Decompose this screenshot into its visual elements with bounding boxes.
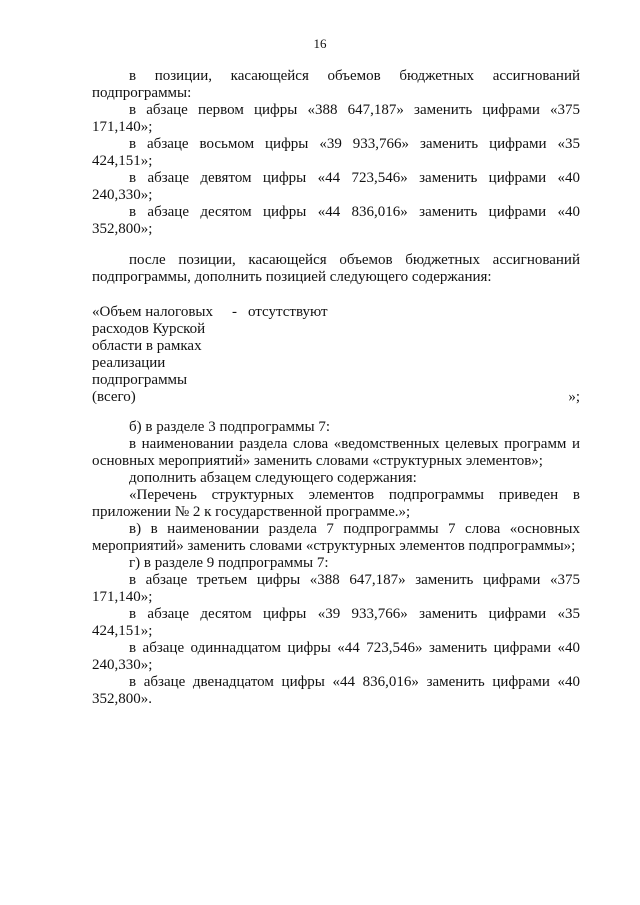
paragraph: в абзаце девятом цифры «44 723,546» заменить цифрами «40 240,330»;	[92, 170, 580, 203]
insert-line: подпрограммы	[92, 372, 188, 388]
insert-line: (всего)	[92, 389, 136, 405]
insert-closing-quote: »;	[568, 389, 580, 405]
paragraph: в позиции, касающейся объемов бюджетных ассигнований подпрограммы:	[92, 68, 580, 101]
inserted-position-block	[92, 304, 580, 405]
insert-line: реализации	[92, 355, 166, 371]
paragraph: г) в разделе 9 подпрограммы 7:	[129, 555, 329, 571]
paragraph: в абзаце одиннадцатом цифры «44 723,546» заменить цифрами «40 240,330»;	[92, 640, 580, 673]
insert-line: «Объем налоговых	[92, 304, 213, 320]
paragraph: дополнить абзацем следующего содержания:	[129, 470, 417, 486]
paragraph: в абзаце десятом цифры «44 836,016» заменить цифрами «40 352,800»;	[92, 204, 580, 237]
paragraph: в абзаце первом цифры «388 647,187» заменить цифрами «375 171,140»;	[92, 102, 580, 135]
insert-line: области в рамках	[92, 338, 202, 354]
paragraph: в наименовании раздела слова «ведомственных целевых программ и основных мероприятий» заменить словами «структурных элементов»;	[92, 436, 580, 469]
paragraph: в абзаце третьем цифры «388 647,187» заменить цифрами «375 171,140»;	[92, 572, 580, 605]
paragraph: в абзаце восьмом цифры «39 933,766» заменить цифрами «35 424,151»;	[92, 136, 580, 169]
insert-position-name	[92, 304, 227, 406]
insert-line: расходов Курской	[92, 321, 206, 337]
paragraph: в абзаце двенадцатом цифры «44 836,016» заменить цифрами «40 352,800».	[92, 674, 580, 707]
paragraph: б) в разделе 3 подпрограммы 7:	[129, 419, 330, 435]
insert-dash: -	[232, 304, 237, 320]
insert-value: отсутствуют	[248, 304, 328, 320]
paragraph: «Перечень структурных элементов подпрограммы приведен в приложении № 2 к государственной программе.»;	[92, 487, 580, 520]
paragraph: в) в наименовании раздела 7 подпрограммы 7 слова «основных мероприятий» заменить словами «структурных элементов подпрограммы»;	[92, 521, 580, 554]
paragraph: в абзаце десятом цифры «39 933,766» заменить цифрами «35 424,151»;	[92, 606, 580, 639]
page-number: 16	[313, 36, 327, 51]
paragraph: после позиции, касающейся объемов бюджетных ассигнований подпрограммы, дополнить позицией следующего содержания:	[92, 252, 580, 285]
document-body	[92, 68, 580, 708]
